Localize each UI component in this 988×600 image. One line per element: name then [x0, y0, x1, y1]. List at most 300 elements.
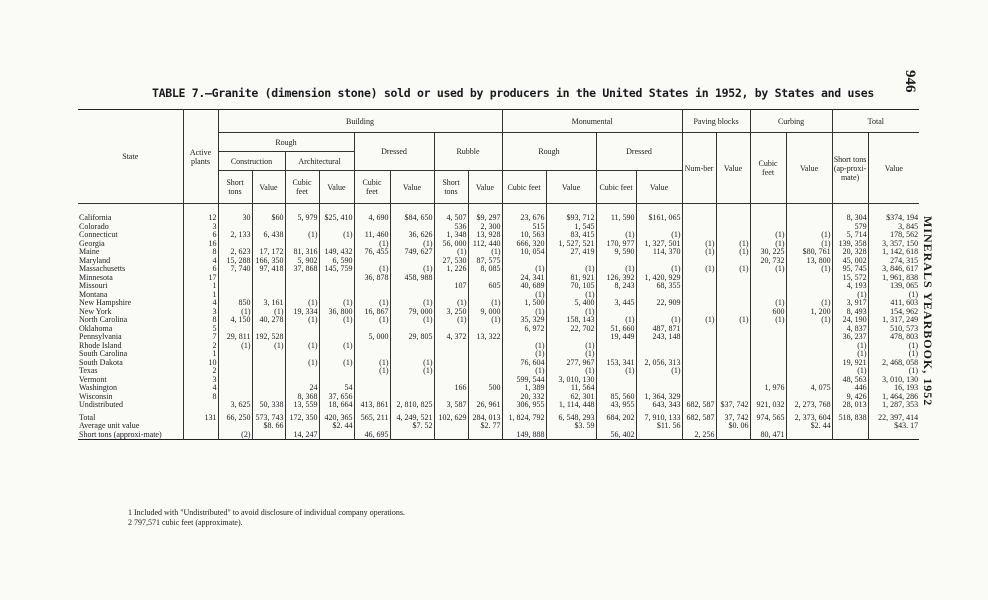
value-cell: 974, 565 — [750, 414, 786, 423]
table-title: TABLE 7.—Granite (dimension stone) sold or used by producers in the United States in 1952, by States and uses — [152, 86, 874, 100]
value-cell: 487, 871 — [636, 325, 682, 334]
value-cell: 68, 355 — [636, 282, 682, 291]
value-cell: 3, 010, 130 — [546, 376, 596, 385]
value-cell: 2, 256 — [682, 431, 716, 440]
value-cell — [285, 223, 319, 232]
value-cell — [716, 342, 750, 351]
value-cell: (1) — [682, 240, 716, 249]
value-cell: (1) — [682, 265, 716, 274]
value-cell: 2, 623 — [218, 248, 252, 257]
value-cell: (1) — [354, 299, 390, 308]
value-cell — [285, 274, 319, 283]
value-cell: $2. 44 — [319, 422, 354, 431]
state-cell: Rhode Island — [79, 341, 122, 350]
value-cell: (1) — [546, 367, 596, 376]
value-cell — [636, 342, 682, 351]
monumental-dressed-header: Dressed — [596, 133, 682, 171]
value-cell: 50, 338 — [252, 401, 285, 410]
value-cell: (1) — [285, 359, 319, 368]
value-cell: 139, 065 — [868, 282, 919, 291]
value-cell: (1) — [434, 299, 468, 308]
value-cell: 30, 225 — [750, 248, 786, 257]
mon-dressed-value-header: Value — [636, 171, 682, 204]
value-cell — [546, 257, 596, 266]
value-cell: 536 — [434, 223, 468, 232]
value-cell — [390, 282, 434, 291]
value-cell: 15, 288 — [218, 257, 252, 266]
value-cell: 3, 250 — [434, 308, 468, 317]
value-cell — [636, 384, 682, 393]
total-header: Total — [832, 110, 919, 133]
value-cell — [716, 291, 750, 300]
value-cell: 921, 032 — [750, 401, 786, 410]
total-value-header: Value — [868, 133, 919, 204]
value-cell — [786, 333, 832, 342]
value-cell: 1, 500 — [502, 299, 546, 308]
value-cell: 79, 000 — [390, 308, 434, 317]
value-cell: 7, 910, 133 — [636, 414, 682, 423]
value-cell: 18, 664 — [319, 401, 354, 410]
architectural-header: Architectural — [285, 152, 354, 171]
value-cell — [750, 325, 786, 334]
value-cell: 3, 917 — [832, 299, 868, 308]
value-cell: 149, 432 — [319, 248, 354, 257]
value-cell: 3, 625 — [218, 401, 252, 410]
value-cell: 22, 702 — [546, 325, 596, 334]
value-cell — [468, 342, 502, 351]
value-cell: (1) — [750, 316, 786, 325]
value-cell — [319, 367, 354, 376]
value-cell: 1, 420, 929 — [636, 274, 682, 283]
value-cell — [786, 359, 832, 368]
table-row — [78, 308, 919, 317]
value-cell: 4, 372 — [434, 333, 468, 342]
curbing-cubic-feet-header: Cubic feet — [750, 133, 786, 204]
building-rubble-header: Rubble — [434, 133, 502, 171]
value-cell: 2 — [183, 342, 218, 351]
value-cell: 10, 054 — [502, 248, 546, 257]
value-cell: 5, 000 — [354, 333, 390, 342]
value-cell: 446 — [832, 384, 868, 393]
value-cell: 36, 237 — [832, 333, 868, 342]
value-cell: 500 — [468, 384, 502, 393]
value-cell — [636, 308, 682, 317]
value-cell: 3, 010, 130 — [868, 376, 919, 385]
value-cell — [786, 223, 832, 232]
value-cell: 2, 273, 768 — [786, 401, 832, 410]
monumental-header: Monumental — [502, 110, 682, 133]
table-row — [78, 248, 919, 257]
value-cell: (1) — [502, 308, 546, 317]
value-cell — [468, 325, 502, 334]
dressed-value-header: Value — [390, 171, 434, 204]
value-cell — [319, 350, 354, 359]
value-cell: $7. 52 — [390, 422, 434, 431]
value-cell: (1) — [786, 231, 832, 240]
value-cell — [390, 291, 434, 300]
paving-number-header: Num-ber — [682, 133, 716, 204]
spacer-row — [78, 204, 919, 215]
value-cell: 6, 548, 293 — [546, 414, 596, 423]
value-cell — [716, 350, 750, 359]
value-cell — [319, 274, 354, 283]
value-cell: (1) — [596, 231, 636, 240]
value-cell: 83, 415 — [546, 231, 596, 240]
summary-row — [78, 414, 919, 423]
value-cell: 4, 837 — [832, 325, 868, 334]
value-cell — [716, 282, 750, 291]
value-cell: $11. 56 — [636, 422, 682, 431]
value-cell — [636, 223, 682, 232]
value-cell — [868, 431, 919, 440]
value-cell — [750, 376, 786, 385]
value-cell: 28, 013 — [832, 401, 868, 410]
value-cell: (1) — [390, 367, 434, 376]
value-cell — [252, 359, 285, 368]
value-cell — [682, 274, 716, 283]
value-cell — [319, 431, 354, 440]
building-dressed-header: Dressed — [354, 133, 434, 171]
value-cell: 1, 142, 618 — [868, 248, 919, 257]
value-cell — [319, 282, 354, 291]
value-cell — [390, 431, 434, 440]
value-cell: 518, 838 — [832, 414, 868, 423]
value-cell — [183, 431, 218, 440]
value-cell — [390, 393, 434, 402]
table-row — [78, 342, 919, 351]
value-cell: 682, 587 — [682, 414, 716, 423]
value-cell — [786, 431, 832, 440]
value-cell — [596, 223, 636, 232]
value-cell: 4 — [183, 257, 218, 266]
value-cell — [716, 393, 750, 402]
value-cell: 107 — [434, 282, 468, 291]
value-cell: 2, 133 — [218, 231, 252, 240]
value-cell: 9, 426 — [832, 393, 868, 402]
value-cell: 24 — [285, 384, 319, 393]
value-cell — [786, 342, 832, 351]
value-cell: (1) — [786, 299, 832, 308]
value-cell: 166 — [434, 384, 468, 393]
value-cell — [716, 299, 750, 308]
value-cell: 8, 304 — [832, 214, 868, 223]
table-row — [78, 401, 919, 410]
value-cell: 8, 368 — [285, 393, 319, 402]
value-cell — [750, 214, 786, 223]
value-cell: (1) — [502, 291, 546, 300]
value-cell: 4, 507 — [434, 214, 468, 223]
active-plants-header: Active plants — [183, 110, 218, 204]
value-cell — [252, 367, 285, 376]
value-cell: 3, 587 — [434, 401, 468, 410]
value-cell — [786, 325, 832, 334]
value-cell: (1) — [868, 367, 919, 376]
value-cell: (1) — [868, 350, 919, 359]
value-cell: 7, 740 — [218, 265, 252, 274]
value-cell: 605 — [468, 282, 502, 291]
value-cell — [390, 223, 434, 232]
value-cell: $9, 297 — [468, 214, 502, 223]
value-cell: (1) — [716, 265, 750, 274]
value-cell — [502, 422, 546, 431]
value-cell — [434, 325, 468, 334]
value-cell: 10 — [183, 359, 218, 368]
value-cell: (1) — [502, 342, 546, 351]
value-cell — [183, 422, 218, 431]
value-cell: 36, 800 — [319, 308, 354, 317]
value-cell — [468, 359, 502, 368]
value-cell: (1) — [832, 367, 868, 376]
table-row — [78, 240, 919, 249]
value-cell — [596, 342, 636, 351]
value-cell — [636, 350, 682, 359]
value-cell: (1) — [390, 299, 434, 308]
value-cell — [285, 333, 319, 342]
table-row — [78, 274, 919, 283]
value-cell — [786, 350, 832, 359]
value-cell: 5, 902 — [285, 257, 319, 266]
value-cell: (1) — [434, 316, 468, 325]
value-cell — [682, 214, 716, 223]
value-cell — [596, 384, 636, 393]
value-cell — [434, 367, 468, 376]
value-cell — [716, 231, 750, 240]
value-cell: (1) — [390, 359, 434, 368]
value-cell: 1, 976 — [750, 384, 786, 393]
value-cell: $60 — [252, 214, 285, 223]
state-cell: South Dakota — [79, 358, 123, 367]
value-cell — [252, 291, 285, 300]
value-cell: 22, 397, 414 — [868, 414, 919, 423]
value-cell: 166, 350 — [252, 257, 285, 266]
value-cell: (1) — [546, 308, 596, 317]
value-cell — [750, 282, 786, 291]
value-cell: (1) — [468, 316, 502, 325]
value-cell — [786, 291, 832, 300]
value-cell — [682, 231, 716, 240]
value-cell: (1) — [832, 342, 868, 351]
value-cell: (1) — [285, 342, 319, 351]
value-cell — [285, 422, 319, 431]
value-cell: 643, 343 — [636, 401, 682, 410]
mon-dressed-cubic-feet-header: Cubic feet — [596, 171, 636, 204]
value-cell — [319, 291, 354, 300]
value-cell — [354, 422, 390, 431]
value-cell: (1) — [468, 248, 502, 257]
mon-rough-cubic-feet-header: Cubic feet — [502, 171, 546, 204]
value-cell: 413, 861 — [354, 401, 390, 410]
value-cell: 11, 564 — [546, 384, 596, 393]
value-cell: 15, 572 — [832, 274, 868, 283]
value-cell: 458, 988 — [390, 274, 434, 283]
value-cell: 23, 676 — [502, 214, 546, 223]
value-cell — [390, 376, 434, 385]
value-cell: 682, 587 — [682, 401, 716, 410]
value-cell: 7 — [183, 333, 218, 342]
value-cell — [252, 393, 285, 402]
value-cell: 8 — [183, 393, 218, 402]
building-header: Building — [218, 110, 502, 133]
value-cell: $93, 712 — [546, 214, 596, 223]
value-cell: 40, 278 — [252, 316, 285, 325]
value-cell: 478, 803 — [868, 333, 919, 342]
value-cell: (1) — [716, 240, 750, 249]
value-cell: (1) — [682, 248, 716, 257]
value-cell — [502, 333, 546, 342]
value-cell: 145, 759 — [319, 265, 354, 274]
state-cell: Minnesota — [79, 273, 113, 282]
value-cell: 573, 743 — [252, 414, 285, 423]
value-cell: (1) — [390, 316, 434, 325]
value-cell: 8 — [183, 248, 218, 257]
value-cell: 274, 315 — [868, 257, 919, 266]
value-cell: 1, 527, 521 — [546, 240, 596, 249]
value-cell — [354, 257, 390, 266]
value-cell: 1, 327, 501 — [636, 240, 682, 249]
value-cell — [434, 291, 468, 300]
value-cell: 411, 603 — [868, 299, 919, 308]
value-cell: 6 — [183, 231, 218, 240]
value-cell: 154, 962 — [868, 308, 919, 317]
value-cell: (1) — [319, 231, 354, 240]
value-cell — [218, 240, 252, 249]
value-cell — [468, 274, 502, 283]
value-cell — [319, 240, 354, 249]
value-cell: (1) — [682, 316, 716, 325]
value-cell — [252, 325, 285, 334]
value-cell: (1) — [434, 248, 468, 257]
value-cell: $2. 44 — [786, 422, 832, 431]
rubble-value-header: Value — [468, 171, 502, 204]
value-cell: 565, 211 — [354, 414, 390, 423]
value-cell — [786, 367, 832, 376]
state-cell: Massachusetts — [79, 265, 126, 273]
value-cell: 3 — [183, 376, 218, 385]
table-row — [78, 282, 919, 291]
value-cell: (1) — [319, 342, 354, 351]
value-cell: 3 — [183, 223, 218, 232]
footnotes — [128, 508, 405, 528]
value-cell: 48, 563 — [832, 376, 868, 385]
building-rough-header: Rough — [218, 133, 354, 152]
value-cell: 70, 105 — [546, 282, 596, 291]
value-cell — [252, 376, 285, 385]
value-cell — [750, 291, 786, 300]
value-cell: (1) — [636, 231, 682, 240]
value-cell: 2, 300 — [468, 223, 502, 232]
value-cell: 243, 148 — [636, 333, 682, 342]
value-cell — [682, 325, 716, 334]
value-cell: 4, 150 — [218, 316, 252, 325]
value-cell — [218, 376, 252, 385]
value-cell: (1) — [636, 367, 682, 376]
value-cell: (1) — [390, 240, 434, 249]
value-cell: 8, 085 — [468, 265, 502, 274]
value-cell — [218, 422, 252, 431]
mon-rough-value-header: Value — [546, 171, 596, 204]
running-head: MINERALS YEARBOOK, 1952 — [921, 216, 935, 407]
value-cell: $374, 194 — [868, 214, 919, 223]
value-cell — [682, 342, 716, 351]
value-cell: 1 — [183, 350, 218, 359]
value-cell: 2, 373, 604 — [786, 414, 832, 423]
value-cell: (1) — [354, 316, 390, 325]
value-cell: 277, 967 — [546, 359, 596, 368]
value-cell: (1) — [285, 299, 319, 308]
value-cell — [750, 422, 786, 431]
value-cell — [252, 350, 285, 359]
page-number: 946 — [902, 70, 918, 93]
value-cell — [716, 376, 750, 385]
value-cell — [716, 257, 750, 266]
value-cell: 4, 249, 521 — [390, 414, 434, 423]
value-cell: 6 — [183, 265, 218, 274]
value-cell: (1) — [750, 299, 786, 308]
value-cell — [636, 257, 682, 266]
state-cell: South Carolina — [79, 350, 128, 358]
value-cell: 40, 689 — [502, 282, 546, 291]
value-cell: 4, 690 — [354, 214, 390, 223]
value-cell: 19, 334 — [285, 308, 319, 317]
value-cell: 27, 419 — [546, 248, 596, 257]
value-cell: (1) — [502, 367, 546, 376]
value-cell: 2, 468, 058 — [868, 359, 919, 368]
value-cell: 6, 438 — [252, 231, 285, 240]
value-cell: 2, 056, 313 — [636, 359, 682, 368]
value-cell — [252, 431, 285, 440]
value-cell — [434, 342, 468, 351]
value-cell — [832, 431, 868, 440]
value-cell: 56, 000 — [434, 240, 468, 249]
value-cell — [285, 367, 319, 376]
value-cell: 56, 402 — [596, 431, 636, 440]
value-cell — [252, 384, 285, 393]
state-cell: Oklahoma — [79, 324, 113, 333]
value-cell: 29, 811 — [218, 333, 252, 342]
construction-header: Construction — [218, 152, 285, 171]
table-row — [78, 359, 919, 368]
value-cell — [716, 333, 750, 342]
value-cell — [786, 214, 832, 223]
value-cell: 6, 590 — [319, 257, 354, 266]
value-cell: 3, 445 — [596, 299, 636, 308]
value-cell — [716, 223, 750, 232]
value-cell: 1, 226 — [434, 265, 468, 274]
table-row — [78, 265, 919, 274]
value-cell: 11, 590 — [596, 214, 636, 223]
value-cell: (1) — [750, 240, 786, 249]
value-cell: $37, 742 — [716, 401, 750, 410]
value-cell: (1) — [868, 342, 919, 351]
state-cell: Georgia — [79, 239, 105, 248]
value-cell: $3. 59 — [546, 422, 596, 431]
value-cell — [354, 223, 390, 232]
value-cell — [354, 291, 390, 300]
table-body — [78, 204, 919, 440]
value-cell: (1) — [716, 248, 750, 257]
state-cell: Texas — [79, 367, 98, 375]
value-cell: 24, 341 — [502, 274, 546, 283]
value-cell: 2, 810, 825 — [390, 401, 434, 410]
value-cell — [682, 282, 716, 291]
value-cell — [252, 274, 285, 283]
value-cell — [434, 359, 468, 368]
value-cell — [750, 333, 786, 342]
value-cell: 62, 301 — [546, 393, 596, 402]
dressed-cubic-feet-header: Cubic feet — [354, 171, 390, 204]
table-row — [78, 316, 919, 325]
value-cell: (1) — [546, 291, 596, 300]
